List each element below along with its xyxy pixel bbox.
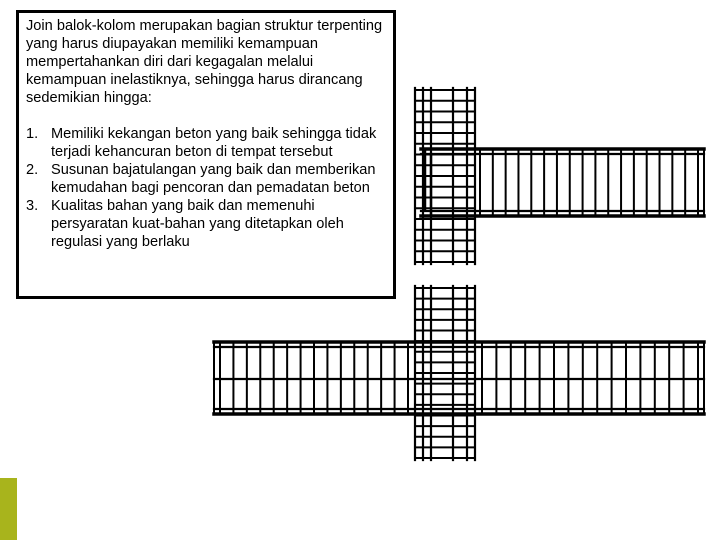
exterior-joint-diagram — [410, 86, 706, 268]
list-text: Memiliki kekangan beton yang baik sehingga tidak terjadi kehancuran beton di tempat tersebut — [51, 126, 377, 160]
list-number: 2. — [26, 162, 39, 178]
list-text: Kualitas bahan yang baik dan memenuhi persyaratan kuat-bahan yang ditetapkan oleh regulasi yang berlaku — [51, 198, 344, 250]
list-number: 1. — [26, 126, 39, 142]
text-box — [16, 10, 396, 299]
list-item — [26, 197, 385, 251]
list-text: Susunan bajatulangan yang baik dan memberikan kemudahan bagi pencoran dan pemadatan beton — [51, 162, 376, 196]
list-item — [26, 125, 385, 161]
list-number: 3. — [26, 198, 39, 214]
interior-joint-diagram — [210, 284, 706, 462]
intro-paragraph: Join balok-kolom merupakan bagian struktur terpenting yang harus diupayakan memiliki kemampuan mempertahankan diri dari kegagalan melalui kemampuan inelastiknya, sehingga harus dirancang sedemikian hingga: — [26, 18, 383, 106]
list-item — [26, 161, 385, 197]
requirements-list — [26, 125, 385, 251]
accent-bar — [0, 478, 17, 540]
